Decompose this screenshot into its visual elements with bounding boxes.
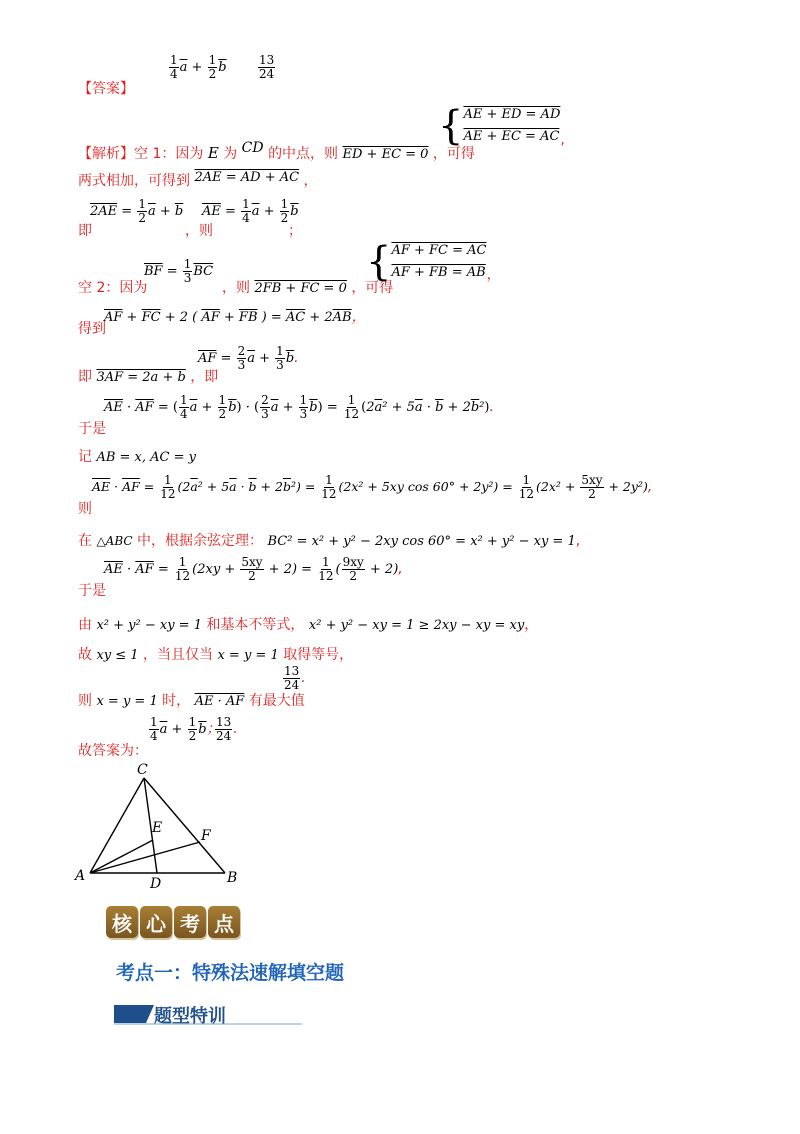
analysis-line-9: 则 [78,501,92,517]
analysis-line-8: 记 AB = x, AC = y [78,449,196,465]
core-topic-badge: 核 心 考 点 [106,906,240,938]
label-a: A [75,868,86,884]
label-e: E [152,820,163,836]
analysis-line-1: 【解析】空 1：因为 E 为 CD 的中点，则 ED + EC = 0 ，可得 [78,140,475,162]
ribbon-heading: 题型特训 [114,1003,302,1025]
text-then-1: ，则 [185,223,213,239]
text-semicolon-1: ； [288,223,302,239]
final-answer-2: $\frac{13}{24}$ . [216,715,238,743]
analysis-line-4: 空 2：因为 [78,280,148,296]
analysis-line-4b: ，则 2FB + FC = 0 ，可得 [222,280,394,296]
analysis-line-15: 故答案为： [78,743,148,759]
final-answer-1: $\frac{1}{4}$ $\overline{a}$ + $\frac{1}{2}$ $\overline{b}$； [150,715,221,743]
analysis-line-3: 即 [78,223,92,239]
eq-2ae: 2AE = $\frac{1}{2}$ $\overline{a} + \overline{b}$ [90,197,184,225]
eq-dot-xy: $\overline{AE} \cdot \overline{AF}$ = $\frac{1}{12}$ $(2\overline{a}^2 + 5\overline{a} \cdot \overline{b} + 2\overline{b}^2)$ = $\frac{1}{12}$ (2x² + 5xy cos 60° + 2y²) = $\frac{1}{12}$ (2x² + $\frac{5xy}{2}$ + 2y²), [92,473,653,501]
system-1: { AE + ED = AD AE + EC = AC , [438,103,565,149]
analysis-line-13: 故 xy ≤ 1 ，当且仅当 x = y = 1 取得等号， [78,647,354,663]
analysis-line-5: 得到 [78,321,106,337]
section-title: 考点一：特殊法速解填空题 [116,962,345,984]
eq-ae: $\overline{AE}$ = $\frac{1}{4}$ $\overline{a}$ + $\frac{1}{2}$ $\overline{b}$ [202,197,299,225]
label-b: B [227,870,238,886]
answer-expression-2: $\frac{13}{24}$ [259,53,275,81]
analysis-line-2: 两式相加，可得到 2AE = AD + AC ， [78,170,318,189]
label-f: F [201,828,211,844]
eq-af: $\overline{AF}$ = $\frac{2}{3}$ $\overline{a}$ + $\frac{1}{3}$ $\overline{b}$. [198,344,299,372]
triangle-figure [70,760,250,892]
eq-af-sum: $\overline{AF} + \overline{FC} + 2$ ( $\overline{AF} + \overline{FB}$ ) = $\overline{AC} + 2\overline{AB}$， [104,309,366,325]
label-d: D [150,876,162,892]
system-2: { AF + FC = AC AF + FB = AB ， [366,239,501,285]
eq-dot-final: $\overline{AE} \cdot \overline{AF}$ = $\frac{1}{12}$ (2xy + $\frac{5xy}{2}$ + 2) = $\frac{1}{12}$ ( $\frac{9xy}{2}$ + 2), [104,555,403,583]
analysis-line-12: 由 x² + y² − xy = 1 和基本不等式， x² + y² − xy = 1 ≥ 2xy − xy = xy， [78,617,539,633]
analysis-line-14: 则 x = y = 1 时， AE · AF 有最大值 [78,693,305,709]
eq-ed-ec: ED + EC = 0 [342,147,429,162]
label-c: C [137,762,148,778]
answer-expression-1: $\frac{1}{4}$ $\overline{a}$ + $\frac{1}{2}$ $\overline{b}$ [170,53,227,81]
analysis-line-11: 于是 [78,583,106,599]
eq-bf: $\overline{BF}$ = $\frac{1}{3}$ $\overline{BC}$ [144,257,214,285]
answer-label: 【答案】 [78,81,134,97]
analysis-line-6: 即 3AF = 2a + b ，即 [78,369,219,385]
max-value: $\frac{13}{24}$ . [284,664,306,692]
eq-dot-product: $\overline{AE} \cdot \overline{AF}$ = ( $\frac{1}{4}$ $\overline{a}$ + $\frac{1}{2}$ $\overline{b}$) · ( $\frac{2}{3}$ $\overline{a}$ + $\frac{1}{3}$ $\overline{b}$) = $\frac{1}{12}$ $(2\overline{a}^2 + 5\overline{a} \cdot \overline{b} + 2\overline{b}^2)$. [104,393,494,421]
analysis-line-10: 在 △ABC 中，根据余弦定理： BC² = x² + y² − 2xy cos 60° = x² + y² − xy = 1, [78,533,581,549]
analysis-line-7: 于是 [78,421,106,437]
segment-af [90,842,200,873]
